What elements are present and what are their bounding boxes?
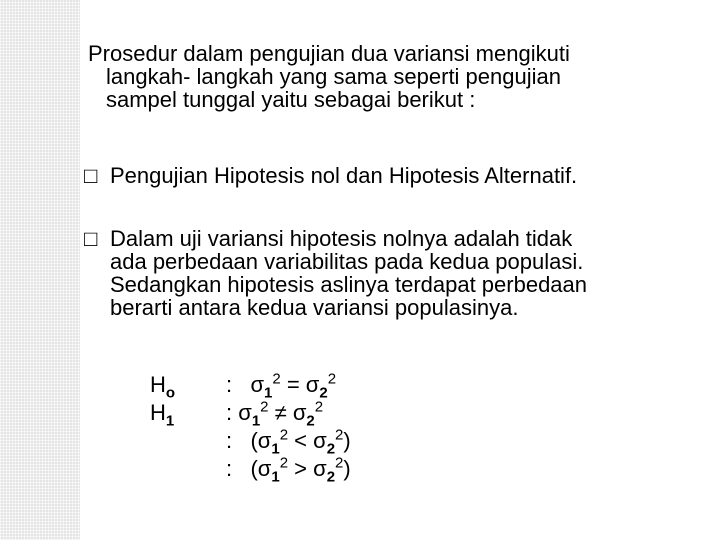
hypothesis-row-0	[150, 366, 351, 402]
intro-line-3: sampel tunggal yaitu sebagai berikut :	[106, 87, 476, 112]
intro-line-1: Prosedur dalam pengujian dua variansi mengikuti	[88, 41, 570, 66]
formula-2: : $(\sigma_1^2 < \sigma_2^2)$	[226, 427, 351, 458]
formula-1: : $\sigma_1^2 \ne \sigma_2^2$	[226, 399, 324, 430]
formula-3: : $(\sigma_1^2 > \sigma_2^2)$	[226, 455, 351, 486]
hypothesis-row-1	[150, 394, 351, 430]
bullet-marker-icon: □	[84, 163, 98, 188]
left-texture-strip	[0, 0, 80, 540]
h0-label: $H_o$	[150, 372, 176, 402]
bullet-hypothesis	[84, 163, 700, 188]
hypothesis-row-2	[150, 422, 351, 458]
hypothesis-block	[150, 366, 351, 486]
bullet-marker-icon: □	[84, 226, 98, 251]
h1-label: $H_1$	[150, 400, 175, 430]
bullet-text: ada perbedaan variabilitas pada kedua populasi.	[110, 249, 584, 274]
hypothesis-row-3	[150, 450, 351, 486]
bullet-text: Dalam uji variansi hipotesis nolnya adalah tidak	[110, 226, 573, 251]
intro-paragraph	[88, 42, 708, 111]
formula-0: : $\sigma_1^2 = \sigma_2^2$	[226, 371, 337, 402]
bullet-text: berarti antara kedua variansi populasinya.	[110, 295, 519, 320]
bullet-text: Pengujian Hipotesis nol dan Hipotesis Alternatif.	[110, 163, 578, 188]
bullet-variance-test	[84, 226, 700, 320]
bullet-text: Sedangkan hipotesis aslinya terdapat perbedaan	[110, 272, 588, 297]
intro-line-2: langkah- langkah yang sama seperti pengujian	[106, 64, 561, 89]
